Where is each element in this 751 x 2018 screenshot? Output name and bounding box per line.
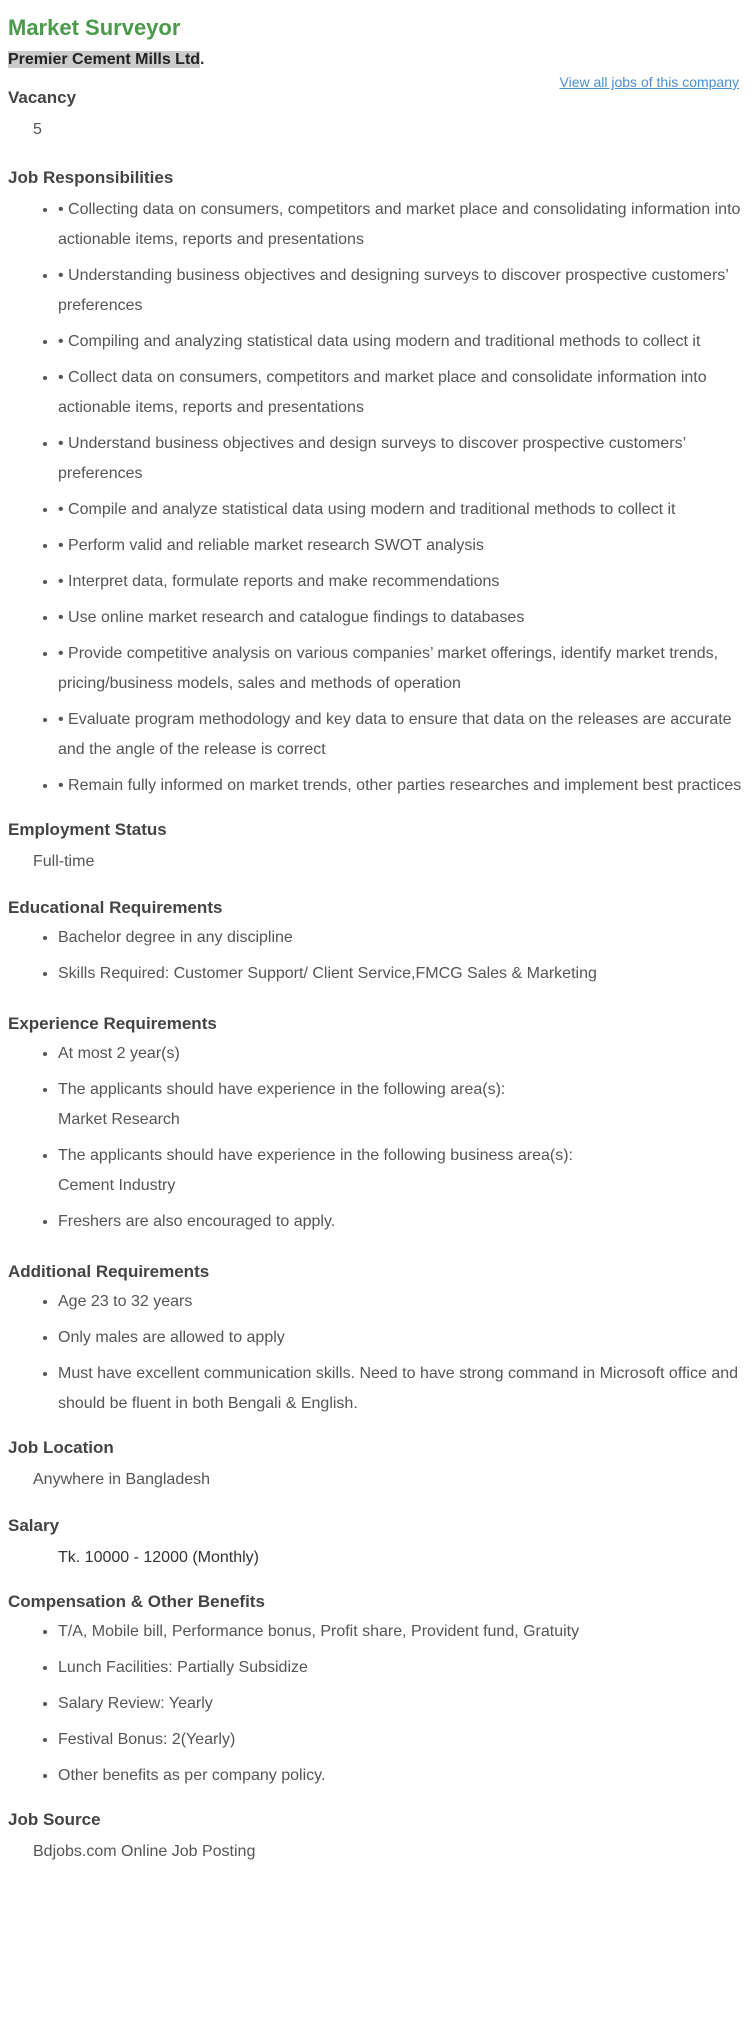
location-section — [8, 1437, 743, 1491]
source-section — [8, 1809, 743, 1863]
benefits-section — [8, 1591, 743, 1791]
company-name-suffix: . — [200, 51, 205, 68]
list-item — [58, 1039, 743, 1069]
location-heading: Job Location — [8, 1438, 114, 1457]
responsibilities-heading: Job Responsibilities — [8, 168, 174, 187]
list-item: • • Remain fully informed on market trends, other parties researches and implement best practices — [58, 771, 743, 801]
list-item: • Salary Review: Yearly — [58, 1689, 743, 1719]
salary-heading: Salary — [8, 1516, 60, 1535]
list-item-text: At most 2 year(s) — [58, 1045, 180, 1062]
view-all-jobs-link[interactable]: View all jobs of this company — [559, 74, 739, 90]
list-item-text: The applicants should have experience in the following area(s): — [58, 1081, 506, 1098]
responsibilities-list — [8, 195, 743, 801]
company-name: Premier Cement Mills Ltd — [8, 51, 201, 68]
list-item: • • Perform valid and reliable market research SWOT analysis — [58, 531, 743, 561]
vacancy-section — [8, 87, 743, 141]
list-item: • • Compile and analyze statistical data using modern and traditional methods to collect it — [58, 495, 743, 525]
experience-heading: Experience Requirements — [8, 1014, 217, 1033]
education-section — [8, 897, 743, 989]
list-item: • Must have excellent communication skills. Need to have strong command in Microsoft office and should be fluent in both Bengali & English. — [58, 1359, 743, 1419]
list-item: • Other benefits as per company policy. — [58, 1761, 743, 1791]
job-title: Market Surveyor — [8, 15, 181, 40]
education-list — [8, 923, 743, 989]
salary-value: Tk. 10000 - 12000 (Monthly) — [58, 1549, 259, 1566]
vacancy-value: 5 — [33, 121, 42, 138]
responsibilities-section — [8, 167, 743, 801]
list-item: • • Provide competitive analysis on various companies’ market offerings, identify market trends, pricing/business models, sales and methods of operation — [58, 639, 743, 699]
list-item: • • Understanding business objectives and designing surveys to discover prospective customers’ preferences — [58, 261, 743, 321]
employment-status-heading: Employment Status — [8, 820, 167, 839]
education-heading: Educational Requirements — [8, 898, 223, 917]
list-item: • Bachelor degree in any discipline — [58, 923, 743, 953]
source-value: Bdjobs.com Online Job Posting — [33, 1843, 256, 1860]
experience-section — [8, 1013, 743, 1237]
company-name-line — [8, 50, 743, 70]
benefits-heading: Compensation & Other Benefits — [8, 1592, 265, 1611]
list-item: • T/A, Mobile bill, Performance bonus, Profit share, Provident fund, Gratuity — [58, 1617, 743, 1647]
list-item: • Age 23 to 32 years — [58, 1287, 743, 1317]
source-heading: Job Source — [8, 1810, 101, 1829]
list-item: • Festival Bonus: 2(Yearly) — [58, 1725, 743, 1755]
additional-heading: Additional Requirements — [8, 1262, 210, 1281]
list-item-text: The applicants should have experience in the following business area(s): — [58, 1147, 573, 1164]
salary-section — [8, 1515, 743, 1569]
benefits-list — [8, 1617, 743, 1791]
list-item — [58, 1075, 743, 1135]
list-item: • Only males are allowed to apply — [58, 1323, 743, 1353]
list-item: • Lunch Facilities: Partially Subsidize — [58, 1653, 743, 1683]
employment-status-section — [8, 819, 743, 873]
list-item — [58, 1207, 743, 1237]
list-item — [58, 1141, 743, 1201]
vacancy-heading: Vacancy — [8, 88, 77, 107]
list-item: • • Interpret data, formulate reports and make recommendations — [58, 567, 743, 597]
list-item: • • Collect data on consumers, competitors and market place and consolidate information into actionable items, reports and presentations — [58, 363, 743, 423]
list-item: • • Compiling and analyzing statistical data using modern and traditional methods to collect it — [58, 327, 743, 357]
additional-section — [8, 1261, 743, 1419]
experience-business-area: Cement Industry — [58, 1177, 176, 1194]
list-item: • • Understand business objectives and design surveys to discover prospective customers’ preferences — [58, 429, 743, 489]
additional-list — [8, 1287, 743, 1419]
experience-area: Market Research — [58, 1111, 180, 1128]
list-item-text: Freshers are also encouraged to apply. — [58, 1213, 336, 1230]
list-item: • Skills Required: Customer Support/ Client Service,FMCG Sales & Marketing — [58, 959, 743, 989]
list-item: • • Use online market research and catalogue findings to databases — [58, 603, 743, 633]
location-value: Anywhere in Bangladesh — [33, 1471, 211, 1488]
list-item: • • Evaluate program methodology and key data to ensure that data on the releases are accurate and the angle of the release is correct — [58, 705, 743, 765]
employment-status-value: Full-time — [33, 853, 95, 870]
list-item: • • Collecting data on consumers, competitors and market place and consolidating information into actionable items, reports and presentations — [58, 195, 743, 255]
experience-list — [8, 1039, 743, 1237]
